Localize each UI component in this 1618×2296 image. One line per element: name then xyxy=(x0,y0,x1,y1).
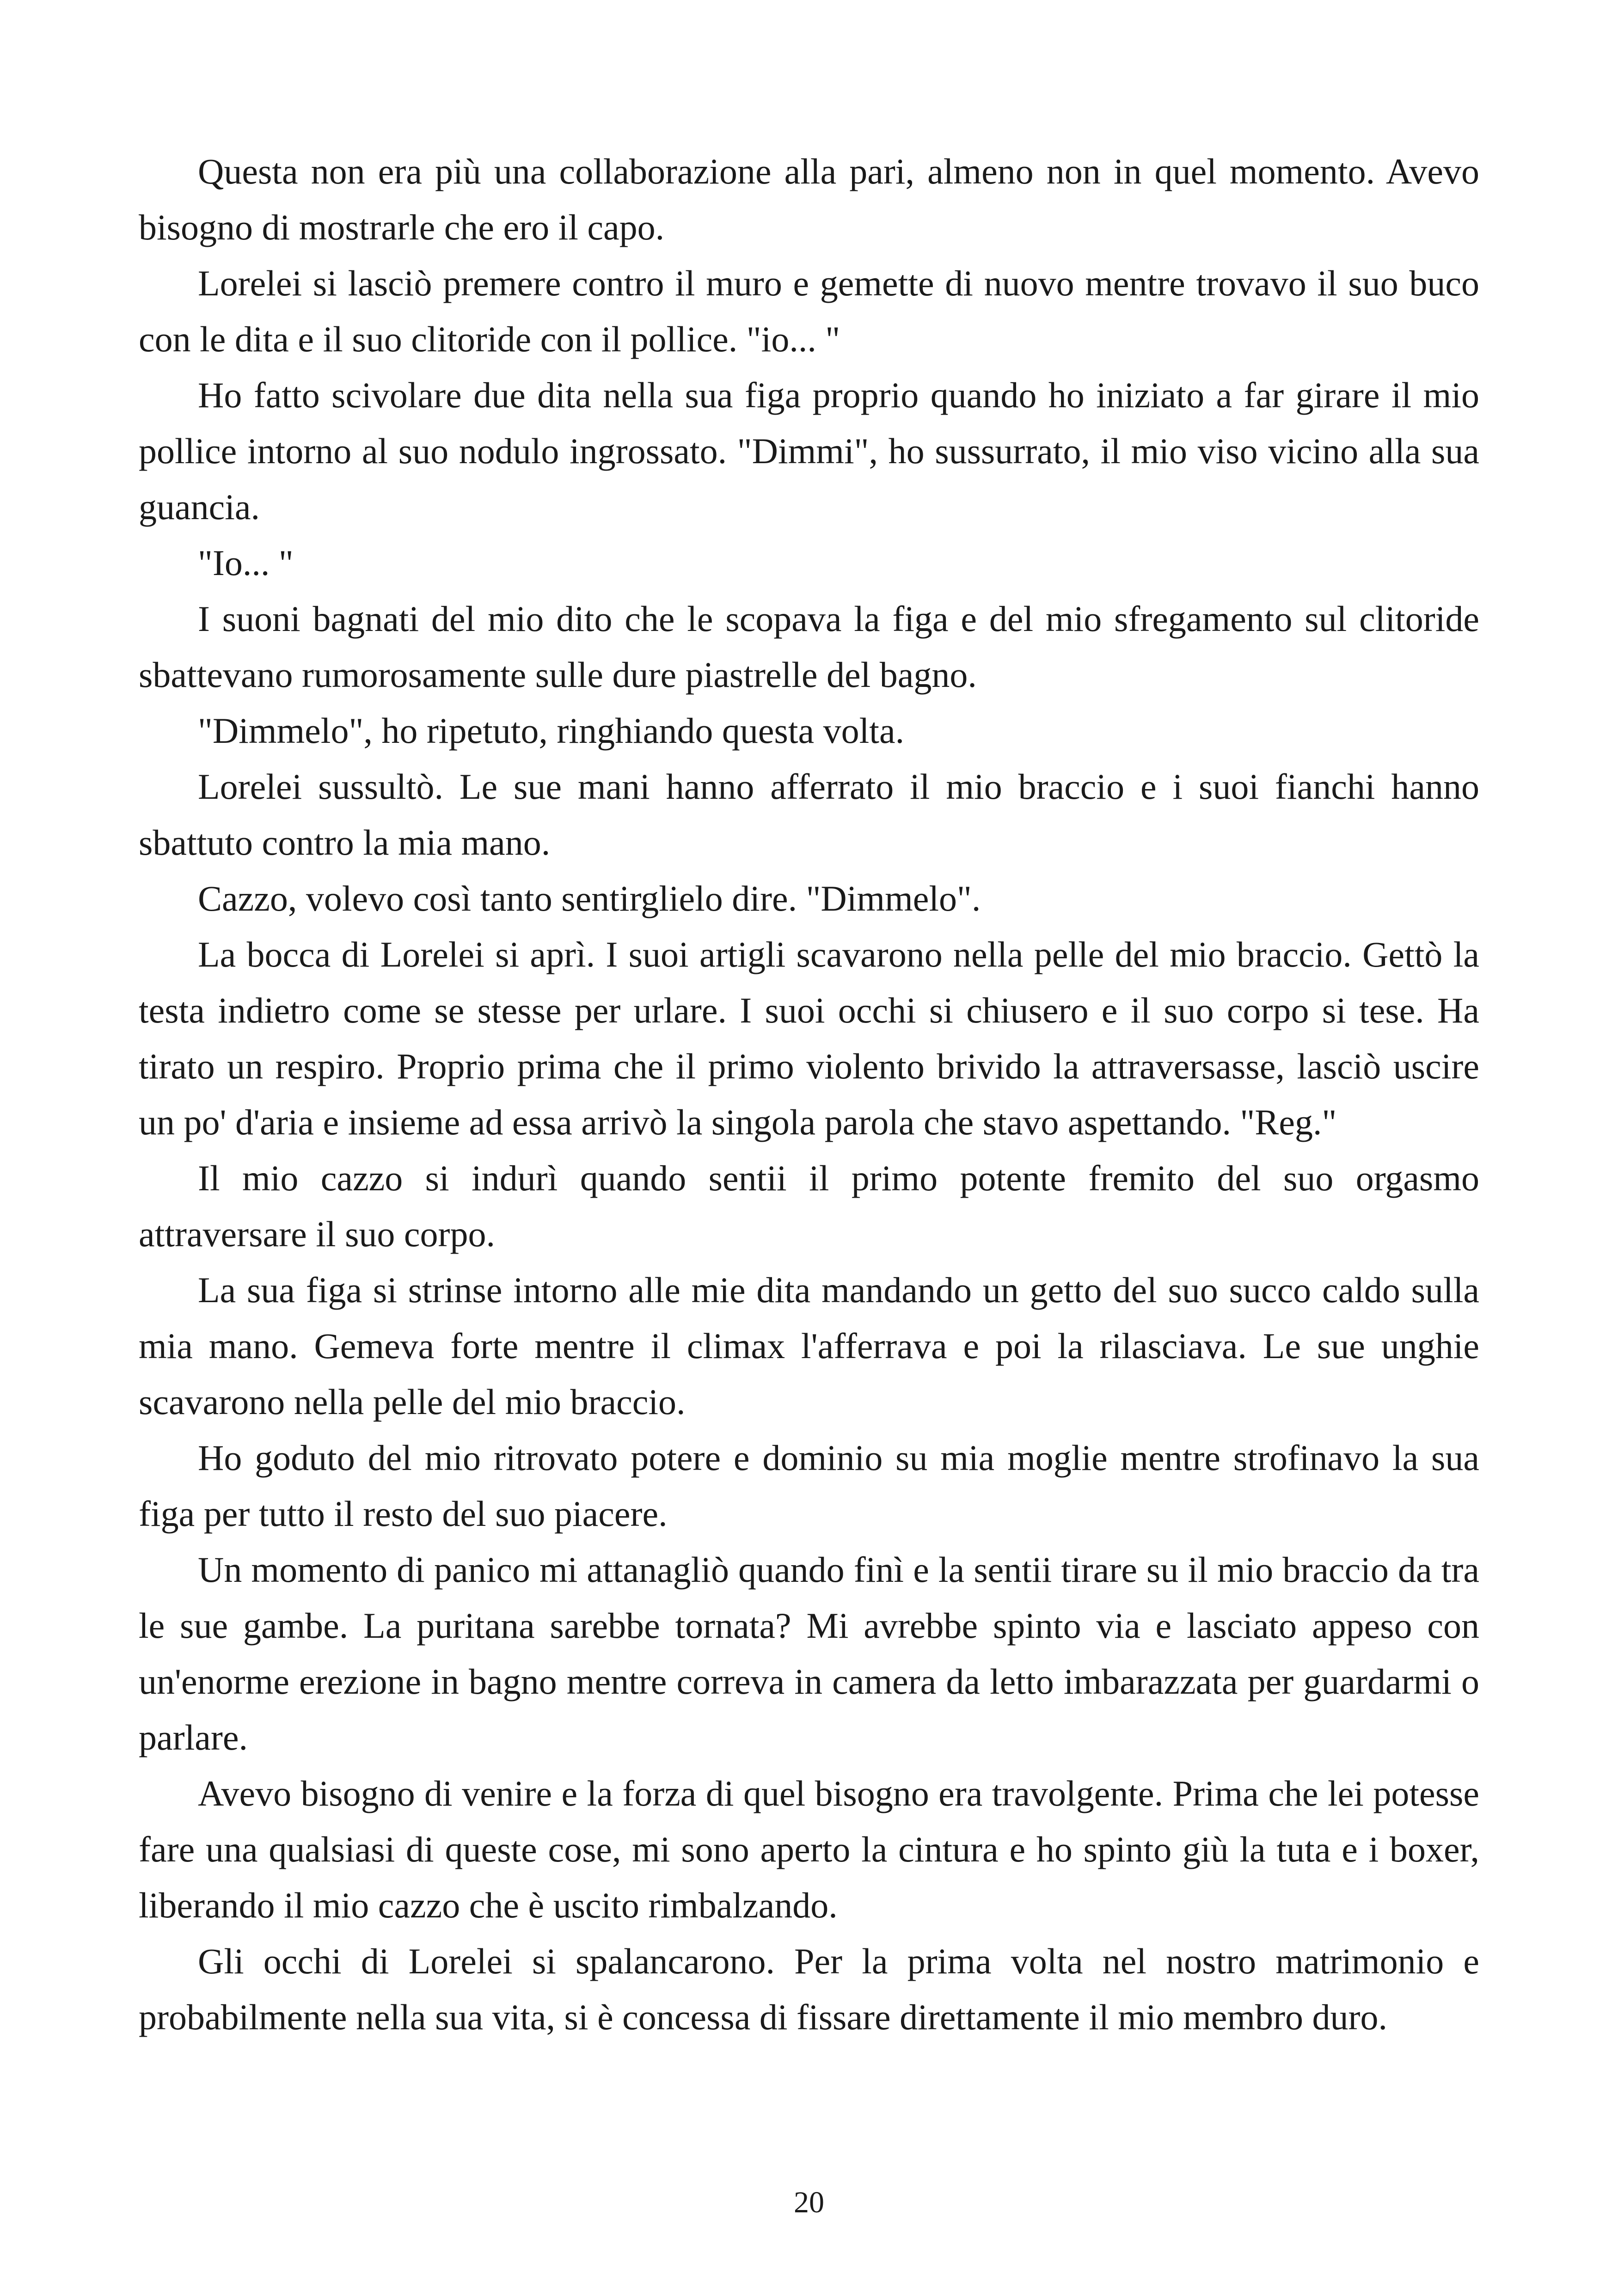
paragraph: Avevo bisogno di venire e la forza di quel bisogno era travolgente. Prima che lei potesse fare una qualsiasi di queste cose, mi sono aperto la cintura e ho spinto giù la tuta e i boxer, liberando il mio cazzo che è uscito rimbalzando. xyxy=(139,1773,1479,1925)
page-number: 20 xyxy=(794,2186,824,2219)
paragraph: Gli occhi di Lorelei si spalancarono. Per la prima volta nel nostro matrimonio e probabilmente nella sua vita, si è concessa di fissare direttamente il mio membro duro. xyxy=(139,1941,1479,2037)
paragraph: Cazzo, volevo così tanto sentirglielo dire. "Dimmelo". xyxy=(198,878,981,918)
paragraph: Un momento di panico mi attanagliò quando finì e la sentii tirare su il mio braccio da tra le sue gambe. La puritana sarebbe tornata? Mi avrebbe spinto via e lasciato appeso con un'enorme erezione in bagno mentre correva in camera da letto imbarazzata per guardarmi o parlare. xyxy=(139,1549,1479,1757)
paragraph: Ho fatto scivolare due dita nella sua figa proprio quando ho iniziato a far girare il mio pollice intorno al suo nodulo ingrossato. "Dimmi", ho sussurrato, il mio viso vicino alla sua guancia. xyxy=(139,375,1479,527)
paragraph: Il mio cazzo si indurì quando sentii il primo potente fremito del suo orgasmo attraversare il suo corpo. xyxy=(139,1158,1479,1254)
paragraph: Lorelei si lasciò premere contro il muro e gemette di nuovo mentre trovavo il suo buco con le dita e il suo clitoride con il pollice. "io... " xyxy=(139,263,1479,359)
paragraph: "Dimmelo", ho ripetuto, ringhiando questa volta. xyxy=(198,710,905,751)
paragraph: "Io... " xyxy=(198,543,294,583)
paragraph: La bocca di Lorelei si aprì. I suoi artigli scavarono nella pelle del mio braccio. Gettò la testa indietro come se stesse per urlare. I suoi occhi si chiusero e il suo corpo si tese. Ha tirato un respiro. Proprio prima che il primo violento brivido la attraversasse, lasciò uscire un po' d'aria e insieme ad essa arrivò la singola parola che stavo aspettando. "Reg." xyxy=(139,934,1479,1142)
paragraph: Ho goduto del mio ritrovato potere e dominio su mia moglie mentre strofinavo la sua figa per tutto il resto del suo piacere. xyxy=(139,1438,1479,1534)
paragraph: La sua figa si strinse intorno alle mie dita mandando un getto del suo succo caldo sulla mia mano. Gemeva forte mentre il climax l'afferrava e poi la rilasciava. Le sue unghie scavarono nella pelle del mio braccio. xyxy=(139,1270,1479,1422)
paragraph: Lorelei sussultò. Le sue mani hanno afferrato il mio braccio e i suoi fianchi hanno sbattuto contro la mia mano. xyxy=(139,766,1479,863)
body-text xyxy=(139,143,1479,2045)
paragraph: I suoni bagnati del mio dito che le scopava la figa e del mio sfregamento sul clitoride sbattevano rumorosamente sulle dure piastrelle del bagno. xyxy=(139,599,1479,695)
paragraph: Questa non era più una collaborazione alla pari, almeno non in quel momento. Avevo bisogno di mostrarle che ero il capo. xyxy=(139,151,1479,247)
